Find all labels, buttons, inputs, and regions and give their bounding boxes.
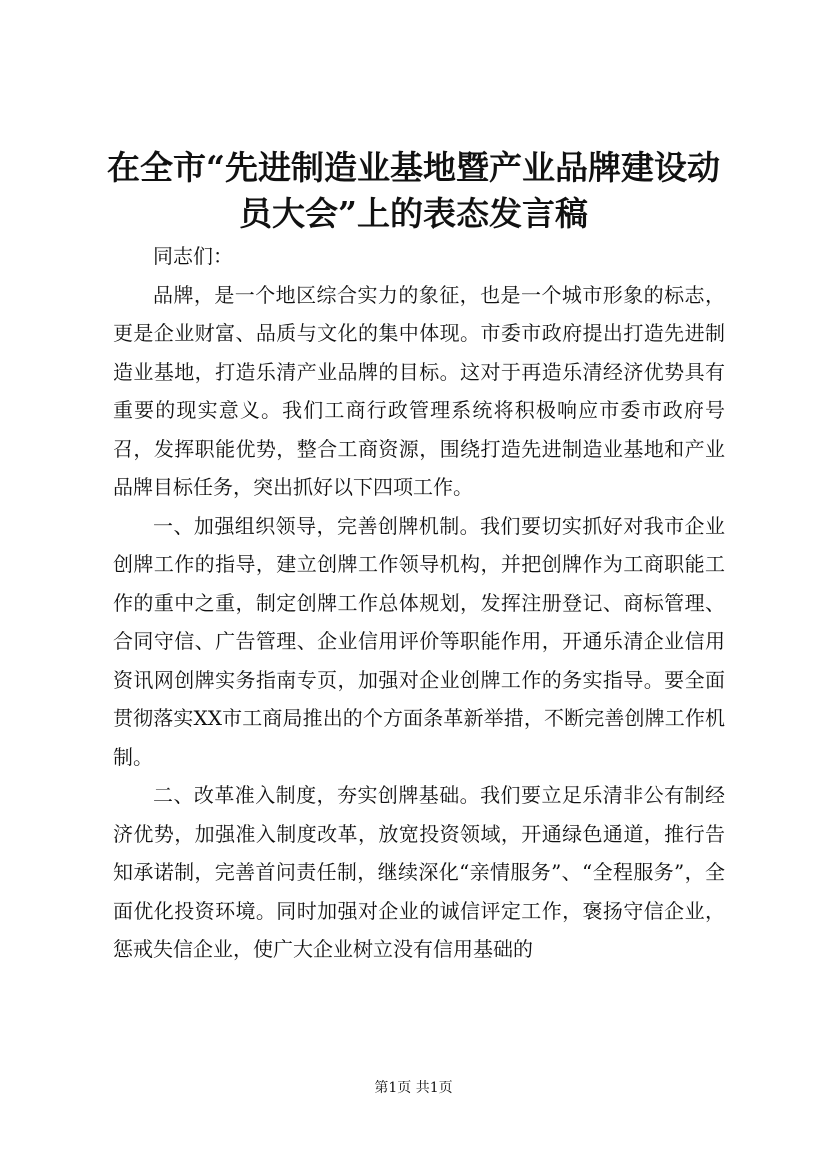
- section-one-paragraph: 一、加强组织领导，完善创牌机制。我们要切实抓好对我市企业创牌工作的指导，建立创牌工作领导机构，并把创牌作为工商职能工作的重中之重，制定创牌工作总体规划，发挥注册登记、商标管理、合同守信、广告管理、企业信用评价等职能作用，开通乐清企业信用资讯网创牌实务指南专页，加强对企业创牌工作的务实指导。要全面贯彻落实XX市工商局推出的个方面条革新举措，不断完善创牌工作机制。: [113, 513, 725, 769]
- page-number-footer: 第1页 共1页: [374, 1080, 453, 1096]
- salutation-paragraph: 同志们：: [153, 244, 233, 268]
- document-body: [113, 237, 725, 969]
- section-two-paragraph: 二、改革准入制度，夯实创牌基础。我们要立足乐清非公有制经济优势，加强准入制度改革，放宽投资领域，开通绿色通道，推行告知承诺制，完善首问责任制，继续深化“亲情服务”、“全程服务”，全面优化投资环境。同时加强对企业的诚信评定工作，褒扬守信企业，惩戒失信企业，使广大企业树立没有信用基础的: [113, 783, 725, 961]
- intro-paragraph: 品牌，是一个地区综合实力的象征，也是一个城市形象的标志，更是企业财富、品质与文化的集中体现。市委市政府提出打造先进制造业基地，打造乐清产业品牌的目标。这对于再造乐清经济优势具有重要的现实意义。我们工商行政管理系统将积极响应市委市政府号召，发挥职能优势，整合工商资源，围绕打造先进制造业基地和产业品牌目标任务，突出抓好以下四项工作。: [113, 282, 725, 499]
- page-title: 在全市“先进制造业基地暨产业品牌建设动员大会”上的表态发言稿: [107, 148, 720, 233]
